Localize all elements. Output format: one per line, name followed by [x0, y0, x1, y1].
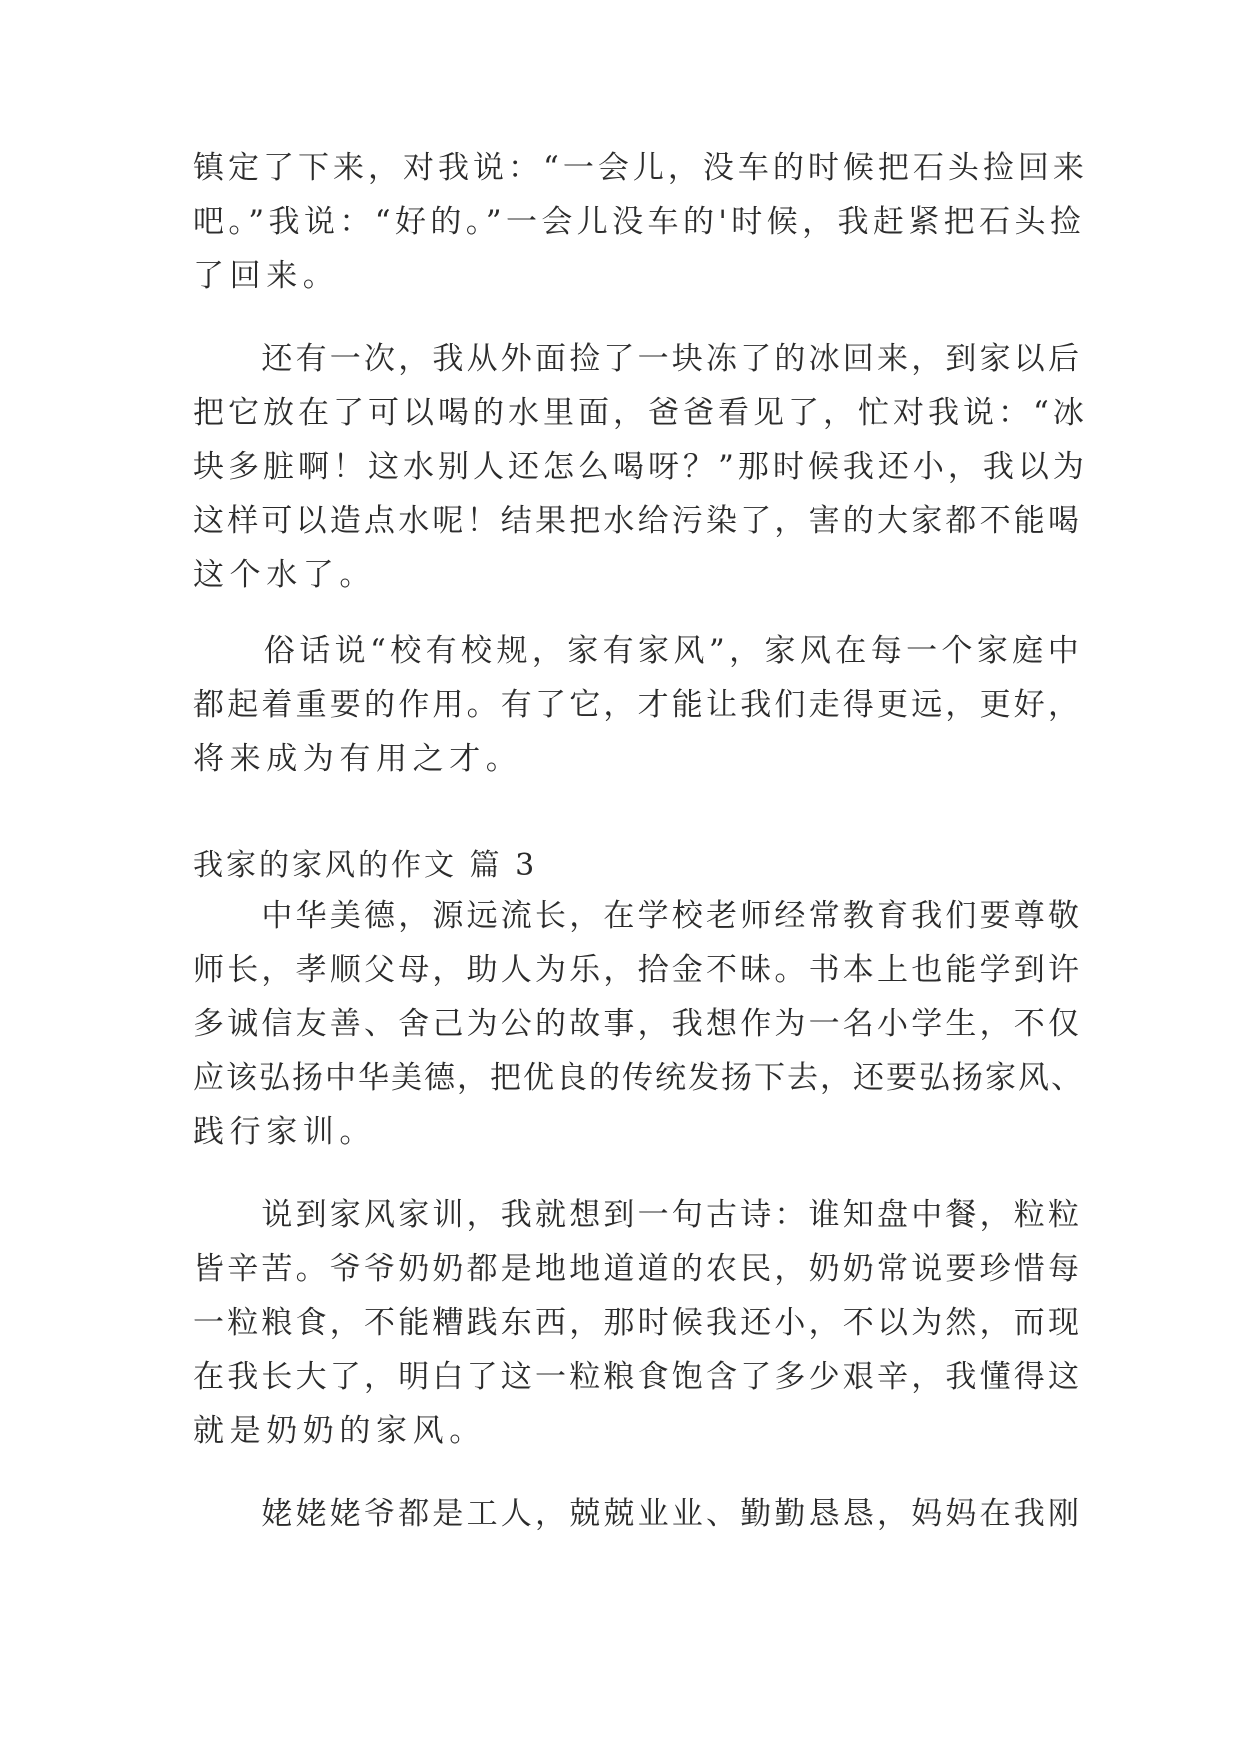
text-line: 将来成为有用之才。 — [193, 741, 523, 777]
text-line: 说到家风家训，我就想到一句古诗：谁知盘中餐，粒粒 — [193, 1197, 1083, 1233]
text-line: 俗话说“校有校规，家有家风”，家风在每一个家庭中 — [193, 633, 1084, 669]
text-line: 姥姥姥爷都是工人，兢兢业业、勤勤恳恳，妈妈在我刚 — [193, 1496, 1083, 1532]
text-line: 在我长大了，明白了这一粒粮食饱含了多少艰辛，我懂得这 — [193, 1359, 1083, 1395]
text-line: 块多脏啊！这水别人还怎么喝呀？”那时候我还小，我以为 — [193, 449, 1088, 485]
text-line: 师长，孝顺父母，助人为乐，拾金不昧。书本上也能学到许 — [193, 952, 1083, 988]
text-line: 践行家训。 — [193, 1114, 376, 1150]
text-line: 就是奶奶的家风。 — [193, 1413, 486, 1449]
text-line: 多诚信友善、舍己为公的故事，我想作为一名小学生，不仅 — [193, 1006, 1083, 1042]
text-line: 还有一次，我从外面捡了一块冻了的冰回来，到家以后 — [193, 341, 1083, 377]
text-line: 了回来。 — [193, 258, 340, 294]
text-line: 都起着重要的作用。有了它，才能让我们走得更远，更好， — [193, 687, 1083, 723]
text-line: 中华美德，源远流长，在学校老师经常教育我们要尊敬 — [193, 898, 1083, 934]
text-line: 一粒粮食，不能糟践东西，那时候我还小，不以为然，而现 — [193, 1305, 1083, 1341]
text-line: 把它放在了可以喝的水里面，爸爸看见了，忙对我说：“冰 — [193, 395, 1088, 431]
section-heading: 我家的家风的作文 篇 3 — [193, 848, 538, 883]
text-line: 吧。”我说：“好的。”一会儿没车的'时候，我赶紧把石头捡 — [193, 204, 1086, 240]
text-line: 这个水了。 — [193, 557, 376, 593]
text-line: 镇定了下来，对我说：“一会儿，没车的时候把石头捡回来 — [193, 150, 1088, 186]
text-line: 皆辛苦。爷爷奶奶都是地地道道的农民，奶奶常说要珍惜每 — [193, 1251, 1083, 1287]
text-line: 应该弘扬中华美德，把优良的传统发扬下去，还要弘扬家风、 — [193, 1060, 1084, 1096]
text-line: 这样可以造点水呢！结果把水给污染了，害的大家都不能喝 — [193, 503, 1083, 539]
